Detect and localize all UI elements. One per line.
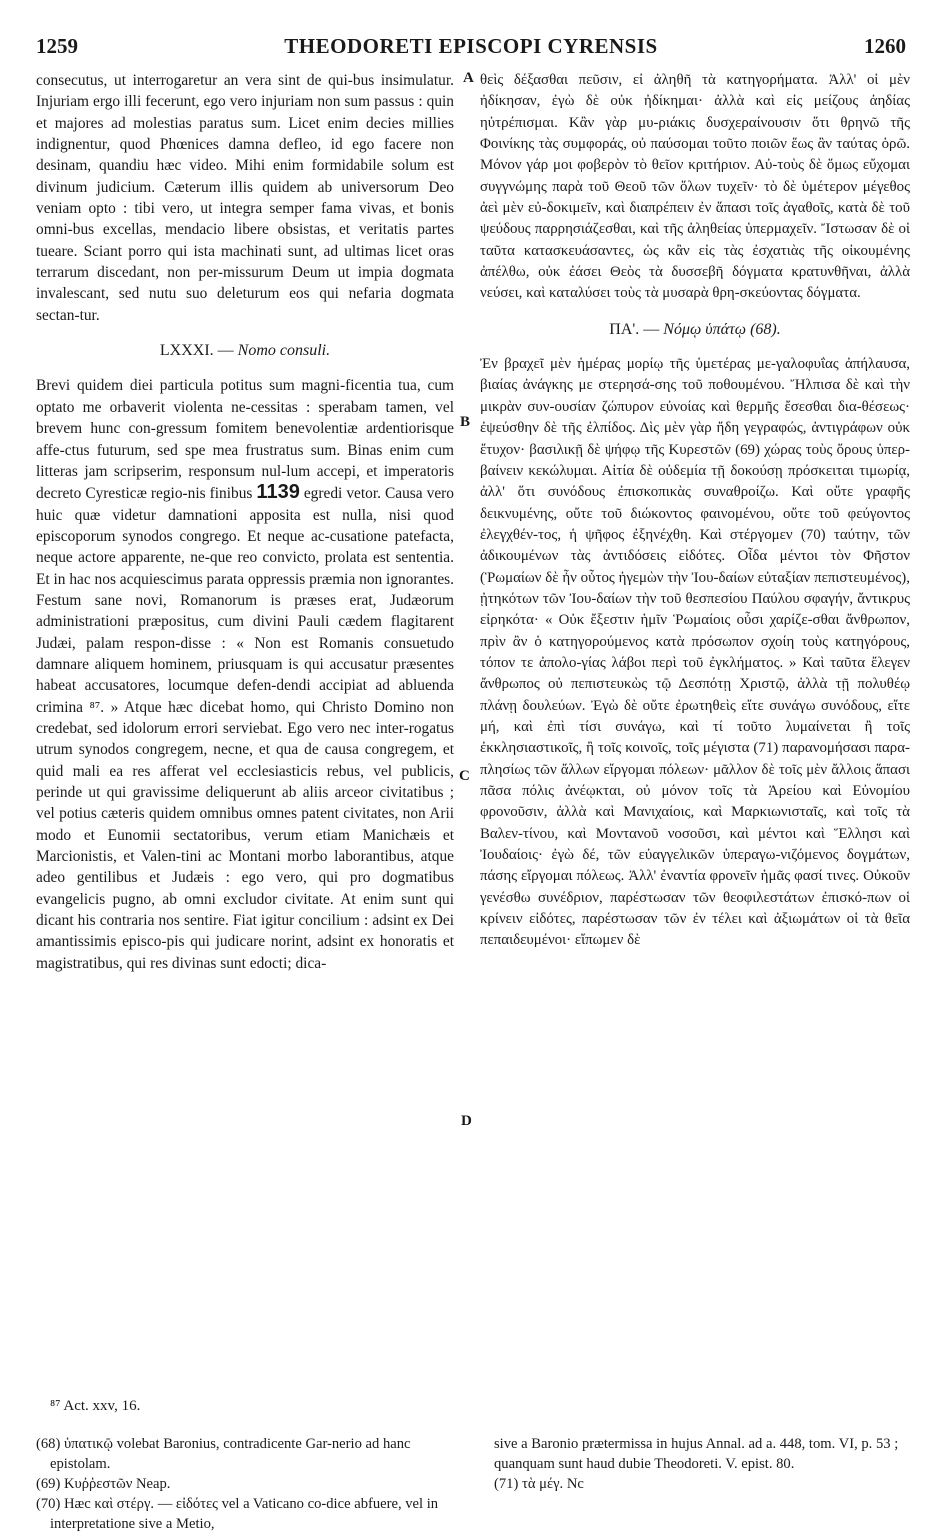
running-head: [36, 34, 906, 60]
column-number: 1139: [256, 481, 300, 504]
page-number-left: 1259: [36, 34, 78, 58]
greek-letter-heading: [480, 319, 910, 340]
margin-mark-d: D: [461, 1113, 472, 1129]
latin-column: [36, 70, 454, 974]
latin-heading-number: LXXXI. —: [159, 342, 234, 360]
notes-right: [494, 1434, 904, 1494]
running-title: THEODORETI EPISCOPI CYRENSIS: [284, 34, 658, 58]
latin-paragraph-2b: egredi vetor. Causa vero huic quæ videtur damnationi apposita est nulla, nisi quod episcoporum synodos congrego. Et neque ac-cusatione patefacta, neque actore apparente, ne-que reo convicto, prolata est sententia. Et in hac nos acquiescimus parata oppressis præmia non ignorantes. Festum sane novi, Romanorum is præses erat, Judæorum administrationi præpositus, cum divini Pauli cædem flagitarent Judæi, palam respon-disse : « Non est Romanis consuetudo damnare aliquem hominem, priusquam is qui accusatur præsentes habeat accusatores, locumque defen-dendi accipiat ad abluenda crimina ⁸⁷. » Atque hæc dicebat homo, qui Christo Domino non credebat, sed idolorum errori serviebat. Ego vero nec inter-rogatus utrum synodos congregem, necne, et qua de causa congregem, et quid mali ea res afferat vel ecclesiasticis rebus, vel publicis, perinde ut qui gravissime deliquerunt ab aliis arceor civitatibus ; vel potius cæteris quidem omnibus omnes patent civitates, non Arii modo et Eunomii sectatoribus, verum etiam Manichæis et Marcionistis, et Valen-tini ac Montani morbo laborantibus, atque adeo gentilibus et Judæis : ego vero, qui pro dogmatibus evangelicis pugno, ab omni excludor civitate. At enim sunt qui dicant his contraria nos sentire. Fiat igitur concilium : adsint ex Dei amantissimis episco-pis qui judicare norint, adsint ex honoratis et magistratibus, qui res divinas sunt edocti; dica-: [36, 485, 455, 972]
footnote-87: ⁸⁷ Act. xxv, 16.: [50, 1398, 141, 1414]
greek-column: [480, 70, 910, 952]
latin-heading-title: Nomo consuli.: [237, 342, 331, 360]
note-70-continued: sive a Baronio prætermissa in hujus Annal. ad a. 448, tom. VI, p. 53 ; quanquam sunt haud dubie Theodoreti. V. epist. 80.: [494, 1436, 899, 1472]
latin-paragraph-1: consecutus, ut interrogaretur an vera sint de qui-bus insimulatur. Injuriam ergo illi fecerunt, ego vero injuriam non sum passus : quin et majores ad molestias paratus sum. Licet enim decies millies indignentur, quod Phœnices damna defleo, id ego facere non desinam, quandiu hæc video. Mihi enim formidabile solum est divinum judicium. Cæterum illis quidem ab universorum Deo veniam opto : tibi vero, ut integra semper fama vivas, et bonis omni-bus excellas, mendacio libere obsistas, et veritatis partes tueare. Sciant porro qui ista machinati sunt, ad ultimas licet oras terrarum discedant, non per-missurum Deum ut impia dogmata invalescant, sed nutu suo deleturum eos qui nefaria dogmata sectan-tur.: [36, 72, 454, 324]
notes-left: [36, 1434, 454, 1534]
greek-heading-number: ΠΑ'. —: [609, 320, 660, 338]
margin-mark-b: B: [460, 414, 471, 430]
note-68: (68) ὑπατικῷ volebat Baronius, contradicente Gar-nerio ad hanc epistolam.: [36, 1436, 411, 1472]
note-69: (69) Κυῤῥεστῶν Neap.: [36, 1476, 171, 1492]
page-number-right: 1260: [864, 34, 906, 58]
greek-heading-title: Νόμῳ ὑπάτῳ (68).: [663, 320, 781, 338]
note-70: (70) Hæc καὶ στέργ. — εἰδότες vel a Vaticano co-dice abfuere, vel in interpretatione sive a Metio,: [36, 1496, 439, 1532]
margin-mark-c: C: [459, 768, 470, 784]
latin-paragraph-2: [36, 375, 454, 974]
note-71: (71) τὰ μέγ. Nc: [494, 1476, 584, 1492]
greek-paragraph-2: Ἐν βραχεῖ μὲν ἡμέρας μορίῳ τῆς ὑμετέρας με-γαλοφυΐας ἀπήλαυσα, βιαίας ἀνάγκης με στερησά-σης τοῦ ποθουμένου. Ἤλπισα δὲ καὶ τὴν μικρὰν συν-ουσίαν ζώπυρον εὐνοίας καὶ θερμῆς ἔσεσθαι δια-θέσεως· ἐψεύσθην δὲ τῆς ἐλπίδος. Δὶς μὲν γὰρ ἤδη γεγραφώς, ἀντιγράφων οὐκ ἔτυχον· βασιλικῇ δὲ ψήφῳ τῆς Κυρεστῶν (69) χώρας τοὺς ὅρους ὑπερ-βαίνειν κεκώλυμαι. Αἰτία δὲ οὐδεμία τῇ δοκούσῃ πρόσκειται τιμωρίᾳ, ἀλλ' ὅτι συνόδους ἐπισκοπικὰς συναθροίζω. Καὶ οὔτε γραφῆς δεικνυμένης, οὔτε τοῦ διώκοντος φαινομένου, οὔτε τοῦ φεύγοντος ἐλεγχθέν-τος, ἡ ψῆφος ἐξηνέχθη. Καὶ στέργομεν (70) ταύτην, τῶν ἀδικουμένων τὰς ἀντιδόσεις εἰδότες. Οἶδα μέντοι τὸν Φῆστον (Ῥωμαίων δὲ ἦν οὗτος ἡγεμὼν τὴν Ἰου-δαίων εὐταξίαν πεπιστευμένος), ᾐτηκότων τῶν Ἰου-δαίων τὴν τοῦ θεσπεσίου Παύλου σφαγήν, ἄντικρυς εἰρηκότα· « Οὐκ ἔξεστιν ἡμῖν Ῥωμαίοις οὖσι χαρίζε-σθαι ἄνθρωπον, πρὶν ἂν ὁ κατηγορούμενος κατὰ πρόσωπον σχοίη τοὺς κατηγόρους, τόπον τε ἀπολο-γίας λάβοι περὶ τοῦ ἐγκλήματος. » Καὶ ταῦτα ἔλεγεν ἄνθρωπος οὐ πεπιστευκὼς τῷ Δεσπότῃ Χριστῷ, ἀλλὰ τῇ πολυθέῳ πλάνῃ δουλεύων. Ἐγὼ δὲ οὔτε ἐρωτηθεὶς εἴτε συνάγω συνόδους, εἴτε μή, καὶ ἐπὶ τίσι συνάγω, καὶ τί τοῦτο λυμαίνεται ἢ τοῖς ἐκκλησιαστικοῖς, ἢ τοῖς κοινοῖς, τοῖς μέγιστα (71) παρανομήσασι παρα-πλησίως τῶν ἄλλων εἴργομαι πόλεων· μᾶλλον δὲ τοῖς μὲν ἄλλοις ἅπασι πᾶσα πόλις ἀνέῳκται, οὐ μόνον τοῖς τὰ Ἀρείου καὶ Εὐνομίου φρονοῦσιν, ἀλλὰ καὶ Μανιχαίοις, καὶ Μαρκιωνισταῖς, καὶ τοῖς τὰ Βαλεν-τίνου, καὶ Μοντανοῦ νοσοῦσι, καὶ μέντοι καὶ Ἕλλησι καὶ Ἰουδαίοις· ἐγὼ δέ, τῶν εὐαγγελικῶν ὑπεραγω-νιζόμενος δογμάτων, πάσης εἴργομαι πόλεως. Ἀλλ' ἐναντία φρονεῖν ἡμᾶς φασί τινες. Οὐκοῦν γενέσθω συνέδριον, παρέστωσαν τῶν θεοφιλεστάτων ἐπισκό-πων οἱ κρίνειν εἰδότες, παρέστωσαν τῶν ἐν τέλει καὶ ἀξιωμάτων οἱ τὰ θεῖα πεπαιδευμένοι· εἴπωμεν δὲ: [480, 356, 910, 949]
greek-paragraph-1: θεὶς δέξασθαι πεῦσιν, εἰ ἀληθῆ τὰ κατηγορήματα. Ἀλλ' οἱ μὲν ἠδίκησαν, ἐγὼ δὲ οὐκ ἠδίκημαι· ἀλλὰ καὶ εἰς μείζους ἀηδίας ηὐτρέπισμαι. Κἂν γὰρ μυ-ριάκις δυσχεραίνουσιν ὅτι θρηνῶ τῆς Φοινίκης τὰς συμφοράς, οὐ παύσομαι τοῦτο ποιῶν ἕως ἂν ταύτας ὁρῶ. Μόνον γάρ μοι φοβερὸν τὸ θεῖον κριτήριον. Αὐ-τοὺς δὲ ὅμως εὔχομαι συγγνώμης παρὰ τοῦ Θεοῦ τῶν ὅλων τυχεῖν· τὸ δὲ ὑμέτερον μέγεθος ἀεὶ μὲν εὐ-δοκιμεῖν, καὶ διαπρέπειν ἐν ἅπασι τοῖς ἀγαθοῖς, κατὰ δὲ τοῦ ψεύδους παρρησιάζεσθαι, καὶ τῆς ἀληθείας ὑπερμαχεῖν. Ἴστωσαν δὲ οἱ ταῦτα κατασκευάσαντες, ὡς κἂν εἰς τὰς ἐσχατιὰς τῆς οἰκουμένης ἀπέλθω, οὐκ ἐάσει Θεὸς τὰ δυσσεβῆ δόγματα κρατυνθῆναι, ἀλλὰ νεύσει, καὶ καταλύσει τοὺς τὰ μυσαρὰ θρη-σκεύοντας δόγματα.: [480, 72, 910, 302]
margin-mark-a: A: [463, 70, 474, 86]
latin-letter-heading: [36, 340, 454, 361]
latin-paragraph-2a: Brevi quidem diei particula potitus sum magni-ficentia tua, cum optato me orbaverit violenta ne-cessitas : sperabam tamen, vel brevem hunc con-gressum fomitem benevolentiæ ardentiorisque affe-ctus futurum, sed spe mea frustratus sum. Binas enim cum litteras jam scripserim, responsum nul-lum accepi, et imperatoris decreto Cyresticæ regio-nis finibus: [36, 377, 454, 503]
